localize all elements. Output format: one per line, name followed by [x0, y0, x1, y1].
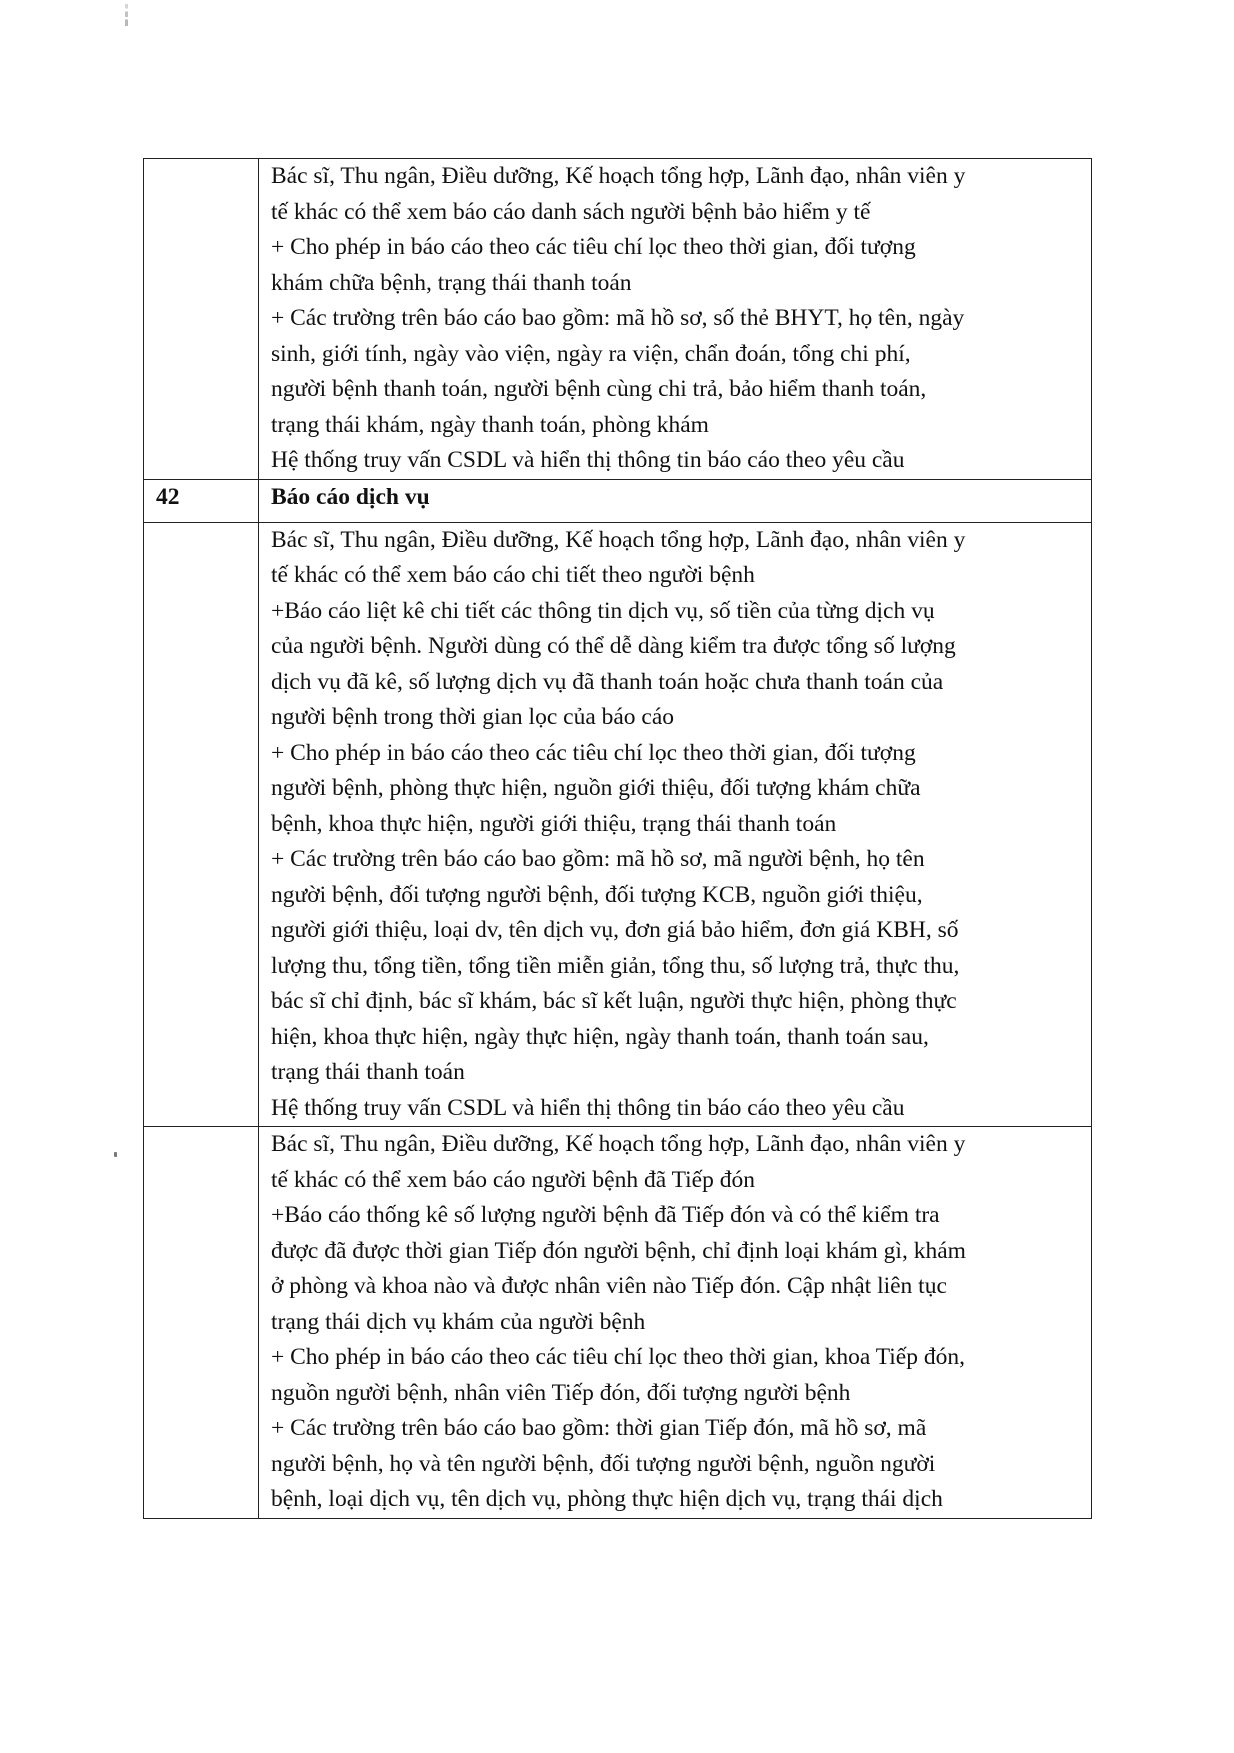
text-line: người bệnh, họ và tên người bệnh, đối tượng người bệnh, nguồn người — [271, 1450, 936, 1477]
section-title: Báo cáo dịch vụ — [259, 479, 1092, 522]
text-line: + Cho phép in báo cáo theo các tiêu chí lọc theo thời gian, đối tượng — [271, 234, 916, 260]
text-line: Bác sĩ, Thu ngân, Điều dưỡng, Kế hoạch tổng hợp, Lãnh đạo, nhân viên y — [271, 163, 966, 189]
table-row — [144, 1127, 1092, 1519]
text-line: được đã được thời gian Tiếp đón người bệnh, chỉ định loại khám gì, khám — [271, 1237, 966, 1264]
text-line: trạng thái khám, ngày thanh toán, phòng khám — [271, 411, 709, 438]
text-line: người bệnh, phòng thực hiện, nguồn giới thiệu, đối tượng khám chữa — [271, 775, 921, 801]
text-line: + Các trường trên báo cáo bao gồm: thời gian Tiếp đón, mã hồ sơ, mã — [271, 1415, 927, 1441]
text-line: trạng thái dịch vụ khám của người bệnh — [271, 1308, 646, 1335]
text-line: bác sĩ chỉ định, bác sĩ khám, bác sĩ kết luận, người thực hiện, phòng thực — [271, 988, 957, 1014]
text-line: nguồn người bệnh, nhân viên Tiếp đón, đối tượng người bệnh — [271, 1379, 851, 1406]
text-line: bệnh, loại dịch vụ, tên dịch vụ, phòng thực hiện dịch vụ, trạng thái dịch — [271, 1486, 943, 1512]
text-line: trạng thái thanh toán — [271, 1059, 465, 1085]
text-line: lượng thu, tổng tiền, tổng tiền miễn giản, tổng thu, số lượng trả, thực thu, — [271, 952, 960, 979]
text-line: tế khác có thể xem báo cáo chi tiết theo người bệnh — [271, 562, 755, 588]
text-line: tế khác có thể xem báo cáo người bệnh đã Tiếp đón — [271, 1166, 755, 1193]
text-line: ở phòng và khoa nào và được nhân viên nào Tiếp đón. Cập nhật liên tục — [271, 1273, 947, 1299]
scan-artifact — [125, 4, 128, 26]
text-line: + Cho phép in báo cáo theo các tiêu chí lọc theo thời gian, đối tượng — [271, 739, 916, 766]
text-line: dịch vụ đã kê, số lượng dịch vụ đã thanh toán hoặc chưa thanh toán của — [271, 668, 944, 695]
row-description — [259, 1127, 1092, 1519]
text-line: + Các trường trên báo cáo bao gồm: mã hồ sơ, số thẻ BHYT, họ tên, ngày — [271, 305, 965, 331]
text-line: bệnh, khoa thực hiện, người giới thiệu, trạng thái thanh toán — [271, 810, 837, 837]
text-line: người giới thiệu, loại dv, tên dịch vụ, đơn giá bảo hiểm, đơn giá KBH, số — [271, 917, 959, 943]
text-line: người bệnh thanh toán, người bệnh cùng chi trả, bảo hiểm thanh toán, — [271, 376, 927, 402]
text-line: hiện, khoa thực hiện, ngày thực hiện, ngày thanh toán, thanh toán sau, — [271, 1023, 929, 1050]
text-line: khám chữa bệnh, trạng thái thanh toán — [271, 269, 632, 296]
text-line: Bác sĩ, Thu ngân, Điều dưỡng, Kế hoạch tổng hợp, Lãnh đạo, nhân viên y — [271, 1131, 966, 1157]
row-number — [144, 1127, 259, 1519]
row-number — [144, 159, 259, 480]
section-number: 42 — [144, 479, 259, 522]
text-line: của người bệnh. Người dùng có thể dễ dàng kiểm tra được tổng số lượng — [271, 633, 956, 659]
text-line: Bác sĩ, Thu ngân, Điều dưỡng, Kế hoạch tổng hợp, Lãnh đạo, nhân viên y — [271, 526, 966, 553]
text-line: người bệnh trong thời gian lọc của báo cáo — [271, 704, 675, 730]
text-line: + Cho phép in báo cáo theo các tiêu chí lọc theo thời gian, khoa Tiếp đón, — [271, 1344, 965, 1370]
scan-speck — [114, 1152, 117, 1157]
text-line: +Báo cáo thống kê số lượng người bệnh đã Tiếp đón và có thể kiểm tra — [271, 1202, 940, 1228]
row-description — [259, 522, 1092, 1127]
text-line: +Báo cáo liệt kê chi tiết các thông tin dịch vụ, số tiền của từng dịch vụ — [271, 597, 935, 624]
requirements-table — [143, 158, 1092, 1519]
text-line: Hệ thống truy vấn CSDL và hiển thị thông tin báo cáo theo yêu cầu — [271, 1094, 905, 1121]
text-line: Hệ thống truy vấn CSDL và hiển thị thông tin báo cáo theo yêu cầu — [271, 447, 905, 473]
table-row — [144, 159, 1092, 480]
table-row — [144, 522, 1092, 1127]
row-number — [144, 522, 259, 1127]
text-line: tế khác có thể xem báo cáo danh sách người bệnh bảo hiểm y tế — [271, 198, 871, 225]
text-line: + Các trường trên báo cáo bao gồm: mã hồ sơ, mã người bệnh, họ tên — [271, 846, 925, 872]
text-line: sinh, giới tính, ngày vào viện, ngày ra viện, chẩn đoán, tổng chi phí, — [271, 340, 911, 367]
row-description — [259, 159, 1092, 480]
text-line: người bệnh, đối tượng người bệnh, đối tượng KCB, nguồn giới thiệu, — [271, 881, 923, 908]
section-header-row — [144, 479, 1092, 522]
